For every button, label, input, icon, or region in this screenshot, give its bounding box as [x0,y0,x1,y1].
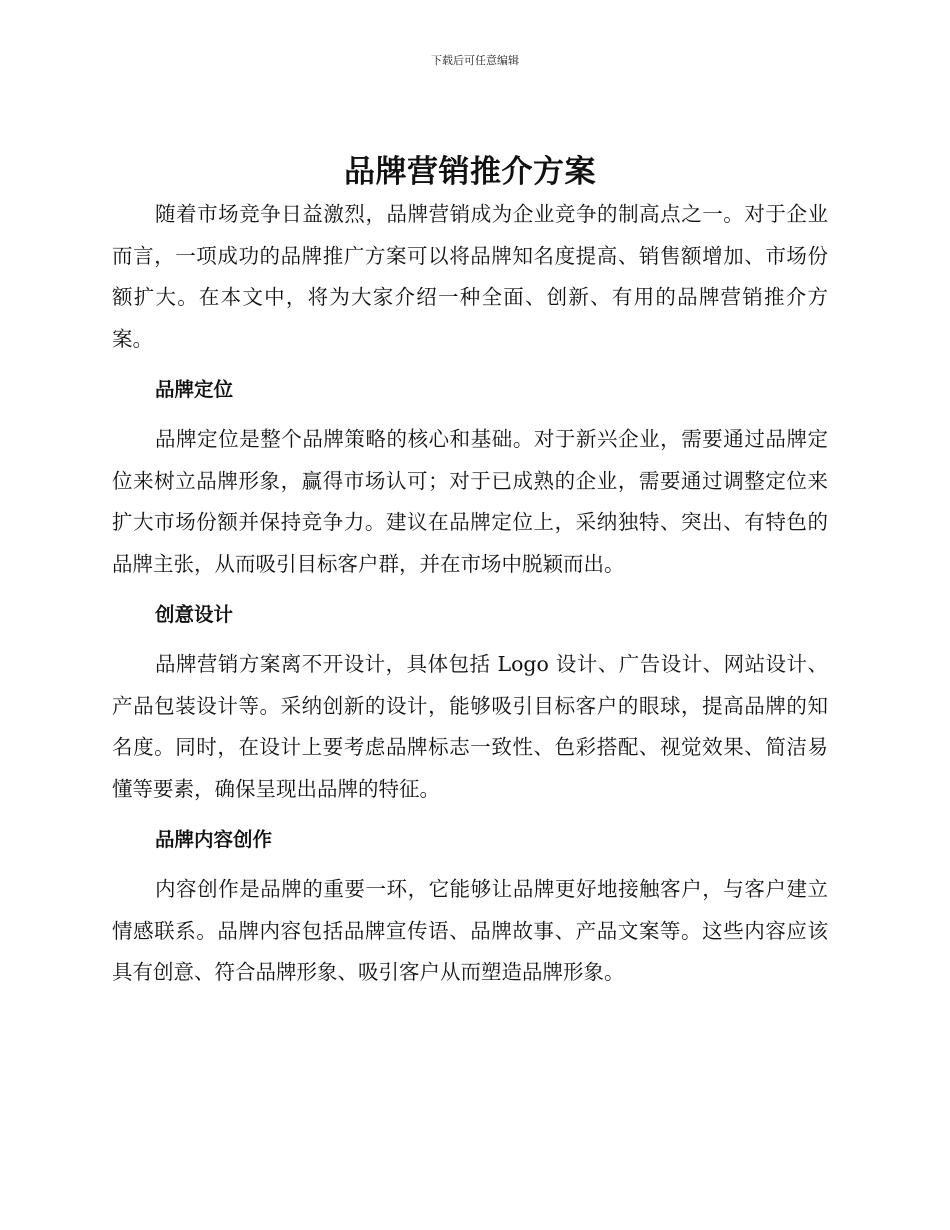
page-header-note: 下载后可任意编辑 [431,54,519,67]
section-body-brand-positioning: 品牌定位是整个品牌策略的核心和基础。对于新兴企业，需要通过品牌定位来树立品牌形象，赢得市场认可；对于已成熟的企业，需要通过调整定位来扩大市场份额并保持竞争力。建议在品牌定位上，采纳独特、突出、有特色的品牌主张，从而吸引目标客户群，并在市场中脱颖而出。 [112,427,828,576]
document-body [112,150,828,994]
document-title: 品牌营销推介方案 [344,154,596,190]
section-heading-content-creation: 品牌内容创作 [155,828,273,851]
section-heading-brand-positioning: 品牌定位 [155,378,234,401]
section-body-content-creation: 内容创作是品牌的重要一环，它能够让品牌更好地接触客户，与客户建立情感联系。品牌内容包括品牌宣传语、品牌故事、产品文案等。这些内容应该具有创意、符合品牌形象、吸引客户从而塑造品牌形象。 [112,877,828,984]
section-heading-creative-design: 创意设计 [155,603,234,626]
intro-paragraph: 随着市场竞争日益激烈，品牌营销成为企业竞争的制高点之一。对于企业而言，一项成功的品牌推广方案可以将品牌知名度提高、销售额增加、市场份额扩大。在本文中，将为大家介绍一种全面、创新、有用的品牌营销推介方案。 [112,202,828,351]
section-body-creative-design: 品牌营销方案离不开设计，具体包括 Logo 设计、广告设计、网站设计、产品包装设计等。采纳创新的设计，能够吸引目标客户的眼球，提高品牌的知名度。同时，在设计上要考虑品牌标志一致性、色彩搭配、视觉效果、简洁易懂等要素，确保呈现出品牌的特征。 [112,652,828,801]
